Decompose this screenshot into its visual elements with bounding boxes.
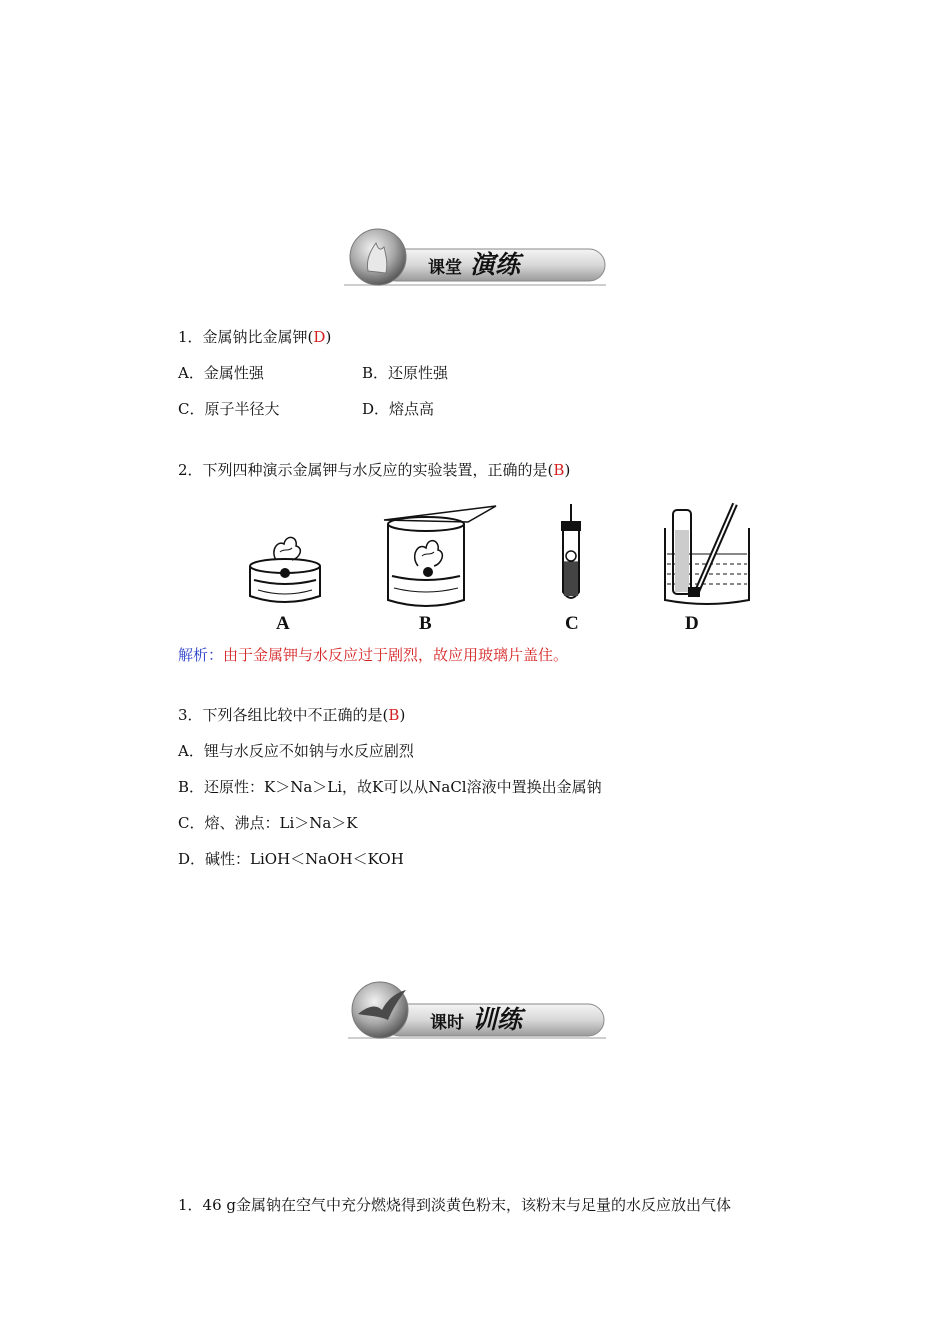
- q1-option-c: C．原子半径大: [178, 400, 280, 418]
- q1-option-b: B．还原性强: [362, 364, 449, 382]
- banner-title-part1: 课时: [430, 1013, 464, 1033]
- training-q1-stem: 1．46 g金属钠在空气中充分燃烧得到淡黄色粉末，该粉末与足量的水反应放出气体: [178, 1196, 732, 1214]
- apparatus-figure: [248, 500, 753, 636]
- banner-title-part2: 演练: [470, 250, 521, 279]
- analysis-label: 解析：: [178, 646, 224, 664]
- figure-label-c: C: [565, 613, 579, 634]
- q2-stem: 2．下列四种演示金属钾与水反应的实验装置，正确的是(B): [178, 461, 571, 479]
- lesson-training-banner: [344, 980, 609, 1042]
- q1-answer: D: [313, 328, 326, 346]
- apparatus-d: [665, 504, 749, 604]
- banner-title-part2: 训练: [472, 1005, 523, 1034]
- q3-stem: 3．下列各组比较中不正确的是(B): [178, 706, 406, 724]
- q2-answer: B: [553, 461, 565, 479]
- banner-title-part1: 课堂: [428, 258, 462, 278]
- apparatus-a: [250, 537, 320, 602]
- figure-label-a: A: [276, 613, 290, 634]
- q1-option-a: A．金属性强: [178, 364, 264, 382]
- figure-label-b: B: [419, 613, 432, 634]
- q3-option-b: B．还原性：K＞Na＞Li，故K可以从NaCl溶液中置换出金属钠: [178, 778, 602, 796]
- class-practice-banner: [340, 227, 610, 289]
- apparatus-c: [562, 504, 580, 598]
- q2-analysis: [178, 645, 568, 665]
- q3-option-a: A．锂与水反应不如钠与水反应剧烈: [178, 742, 414, 760]
- q3-option-c: C．熔、沸点：Li＞Na＞K: [178, 814, 358, 832]
- figure-label-d: D: [685, 613, 699, 634]
- q1-stem: 1．金属钠比金属钾(D): [178, 328, 332, 346]
- apparatus-b: [384, 506, 496, 606]
- q3-answer: B: [388, 706, 400, 724]
- analysis-text: 由于金属钾与水反应过于剧烈，故应用玻璃片盖住。: [223, 646, 569, 664]
- q1-option-d: D．熔点高: [362, 400, 435, 418]
- q3-option-d: D．碱性：LiOH＜NaOH＜KOH: [178, 850, 404, 868]
